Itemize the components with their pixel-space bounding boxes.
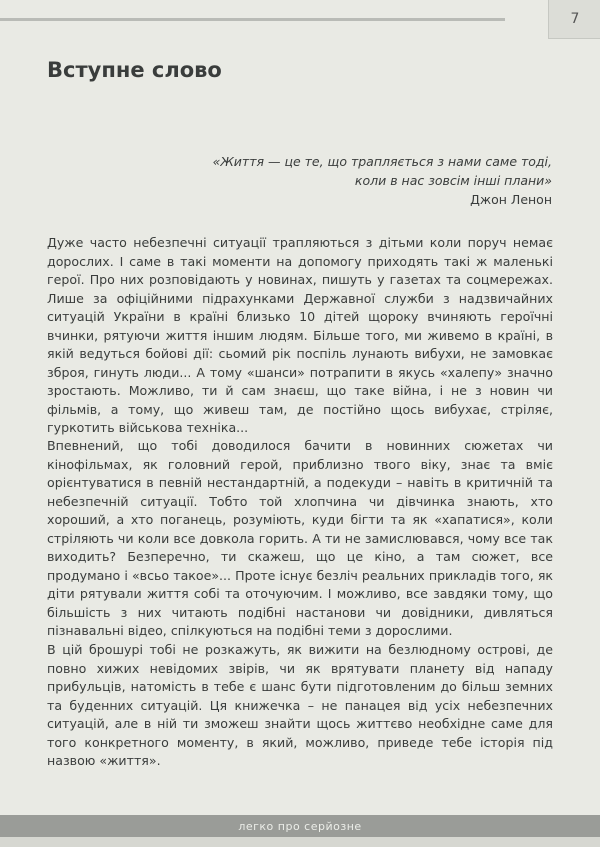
- page-number: [548, 0, 600, 39]
- paragraph-2: Впевнений, що тобі доводилося бачити в новинних сюжетах чи кінофільмах, як головний герой, приблизно твого віку, знає та вміє орієнтуватися в певній нестандартній, а подекуди – навіть в критичній та небезпечній ситуації. Тобто той хлопчина чи дівчинка знають, хто хороший, а хто поганець, розуміють, куди бігти та як «хапатися», коли стріляють чи коли все довкола горить. А ти не замислювався, чому все так виходить? Безперечно, ти скажеш, що це кіно, а там сюжет, все продумано і «всьо такое»... Проте існує безліч реальних прикладів того, як діти рятували життя собі та оточуючим. І можливо, все завдяки тому, що більшість з них читають подібні настанови чи довідники, дивляться пізнавальні відео, спілкуються на подібні теми з дорослими.: [47, 438, 553, 638]
- epigraph-line-1: «Життя — це те, що трапляється з нами саме тоді,: [212, 154, 552, 169]
- paragraph-3: В цій брошурі тобі не розкажуть, як вижити на безлюдному острові, де повно хижих невідомих звірів, чи як врятувати планету від нападу прибульців, натомість в тебе є шанс бути підготовленим до більш земних та буденних ситуацій. Ця книжечка – не панацея від усіх небезпечних ситуацій, але в ній ти зможеш знайти щось життєво необхідне саме для того конкретного моменту, в який, можливо, приведе тебе історія під назвою «життя».: [47, 642, 553, 768]
- paragraph-1: Дуже часто небезпечні ситуації трапляються з дітьми коли поруч немає дорослих. І саме в такі моменти на допомогу приходять такі ж маленькі герої. Про них розповідають у новинах, пишуть у газетах та соцмережах. Лише за офіційними підрахунками Державної служби з надзвичайних ситуацій України в країні близько 10 дітей щороку вчиняють героїчні вчинки, рятуючи життя іншим людям. Більше того, ми живемо в країні, в якій ведуться бойові дії: сьомий рік поспіль лунають вибухи, не замовкає зброя, гинуть люди... А тому «шанси» потрапити в якусь «халепу» значно зростають. Можливо, ти й сам знаєш, що таке війна, і не з новин чи фільмів, а тому, що живеш там, де постійно щось вибухає, стріляє, гуркотить військова техніка...: [47, 235, 553, 435]
- epigraph: [172, 152, 552, 209]
- bottom-strip: [0, 837, 600, 847]
- page-number-text: 7: [570, 11, 580, 27]
- footer-text: легко про серйозне: [238, 819, 362, 833]
- epigraph-line-2: коли в нас зовсім інші плани»: [354, 173, 552, 188]
- epigraph-author: Джон Ленон: [470, 192, 552, 207]
- header-rule: [0, 18, 505, 21]
- footer-band: [0, 815, 600, 837]
- page-title: Вступне слово: [47, 58, 222, 82]
